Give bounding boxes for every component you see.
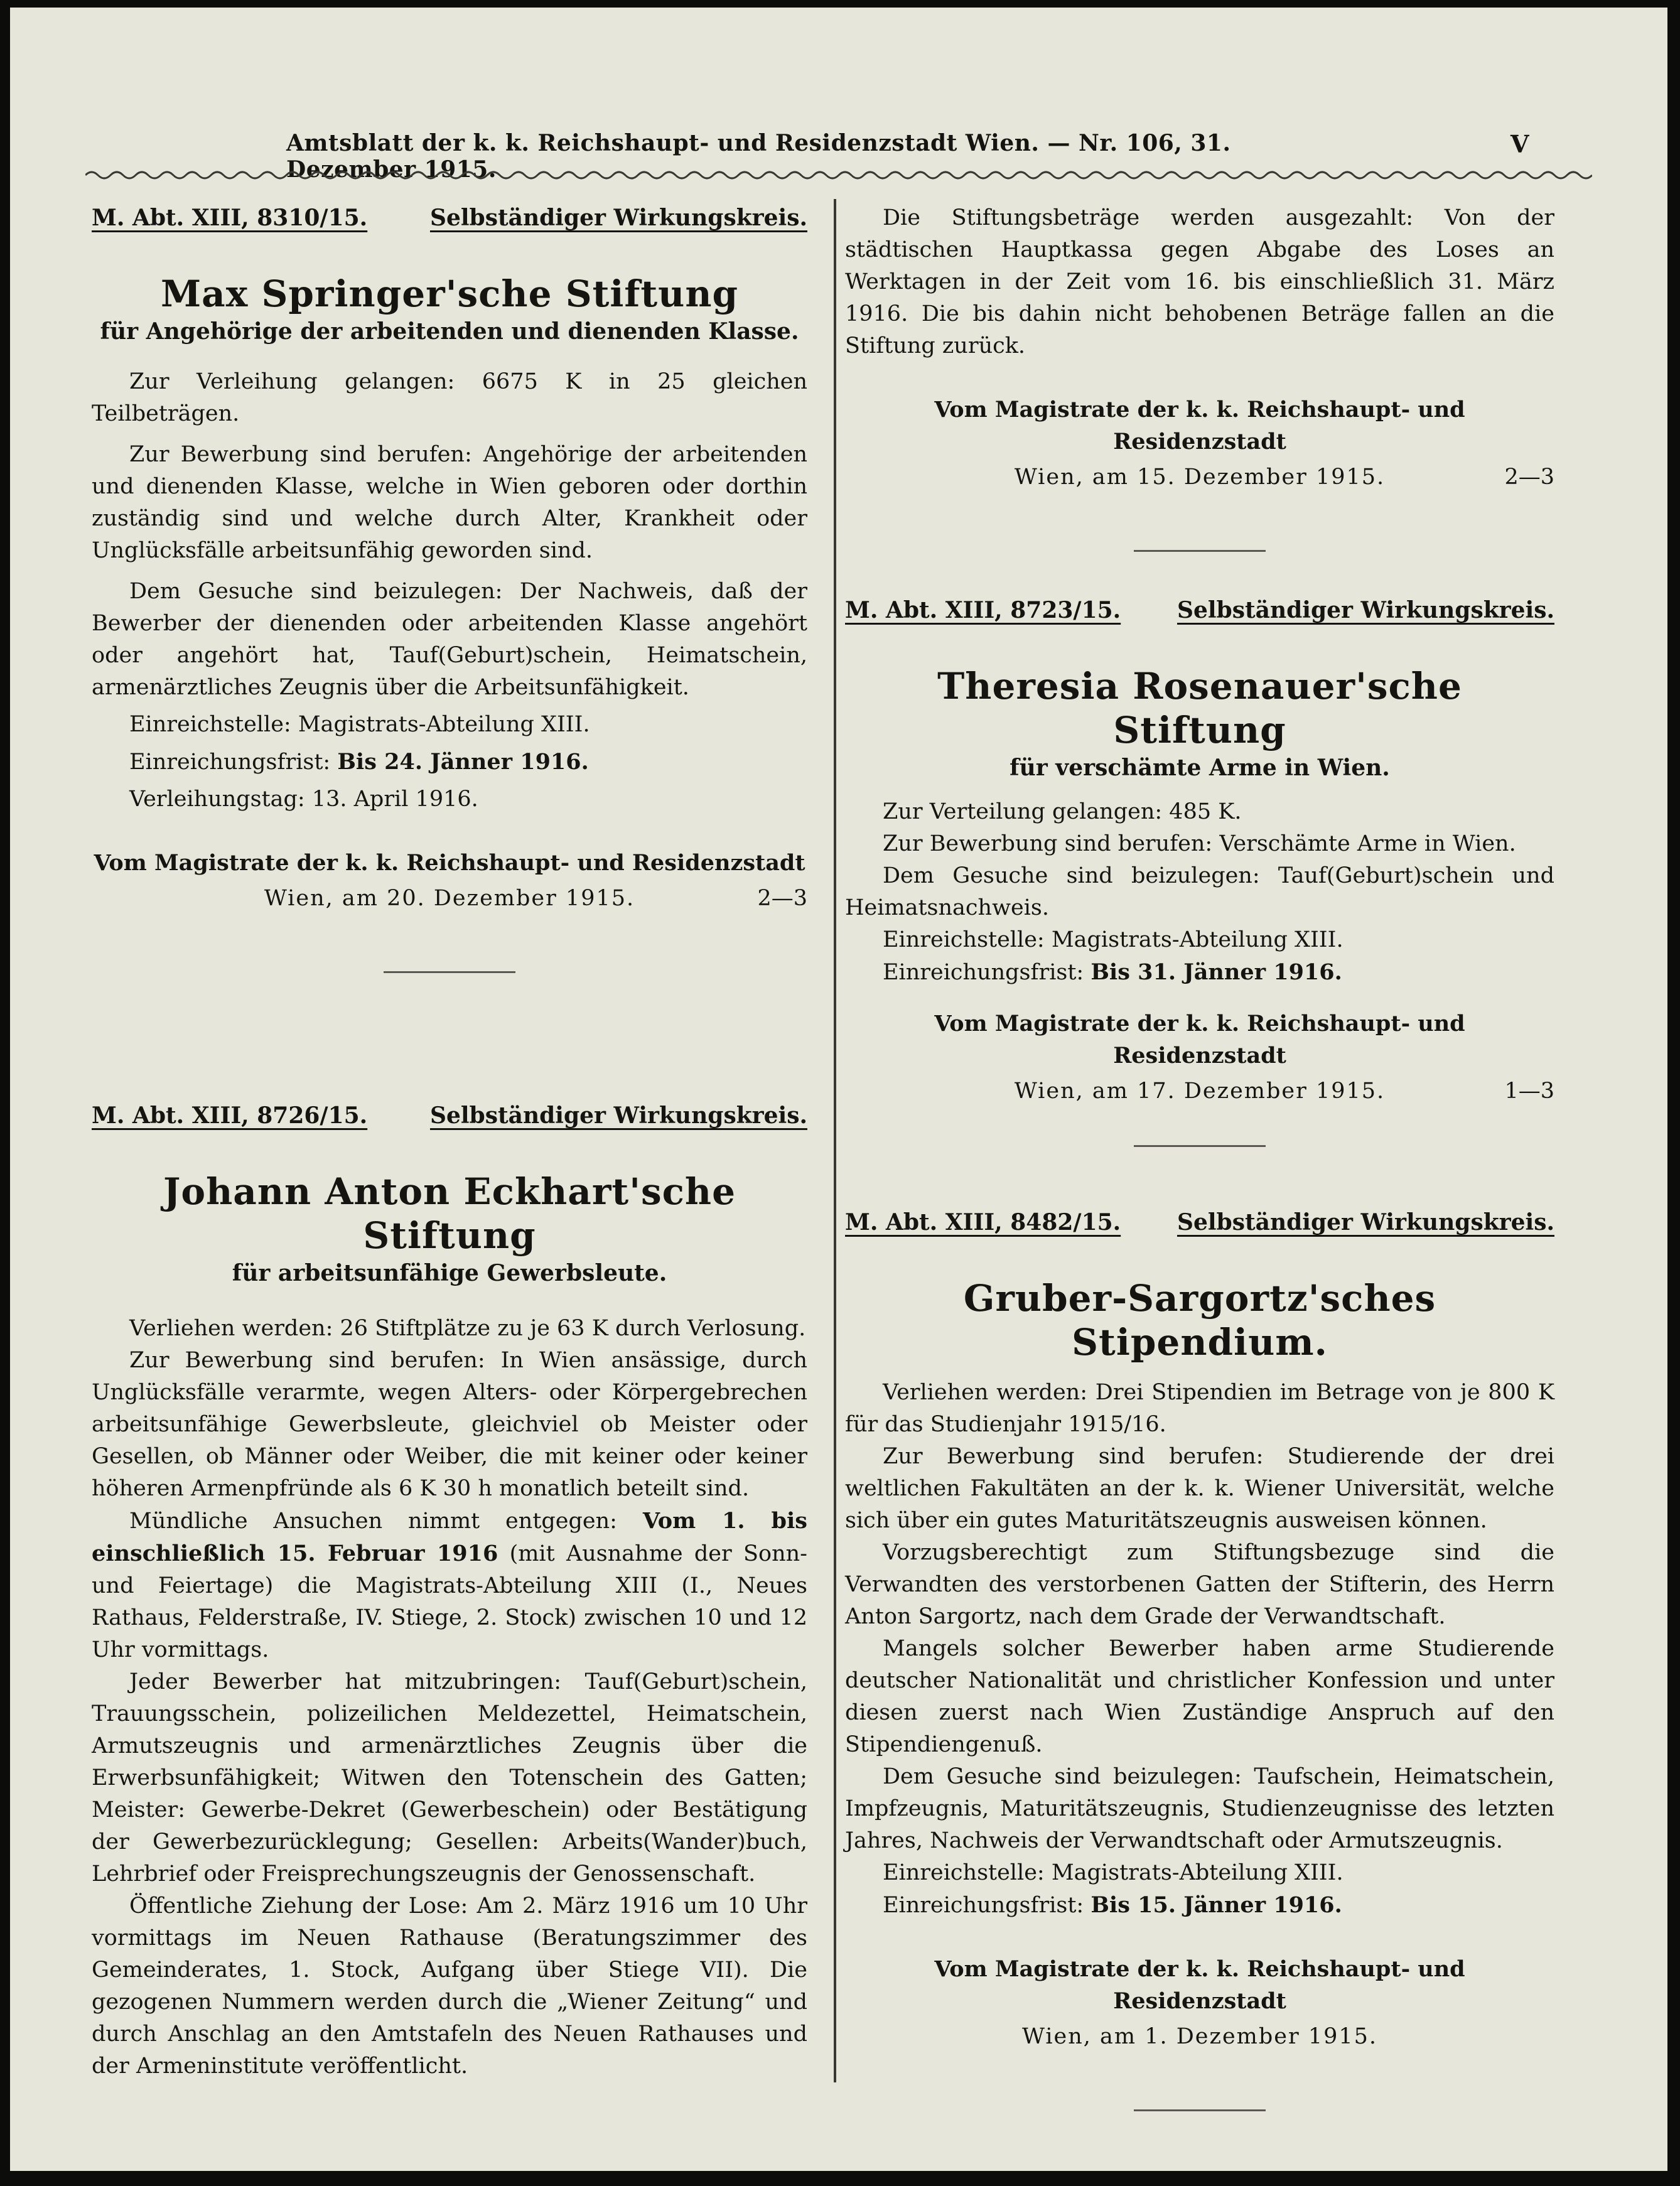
deadline-value: Bis 31. Jänner 1916. xyxy=(1090,959,1342,985)
notice-gruber-sargortz xyxy=(845,1207,1554,2111)
notice-ref: M. Abt. XIII, 8723/15. xyxy=(845,597,1121,623)
paragraph: Die Stiftungsbeträge werden ausgezahlt: Von der städtischen Hauptkassa gegen Abgabe des Loses an Werktagen in der Zeit vom 16. bis einschließlich 31. März 1916. Die bis dahin nicht behobenen Beträge fallen an die Stiftung zurück. xyxy=(845,205,1554,358)
paragraph xyxy=(92,746,807,778)
paragraph xyxy=(845,1889,1554,1922)
notice-title: Max Springer'sche Stiftung xyxy=(160,272,739,315)
paragraph: Einreichstelle: Magistrats-Abteilung XIII. xyxy=(883,927,1343,952)
notice-eckhart xyxy=(92,1100,807,2082)
paragraph: Zur Verleihung gelangen: 6675 K in 25 gleichen Teilbeträgen. xyxy=(92,369,807,426)
notice-ref: M. Abt. XIII, 8726/15. xyxy=(92,1102,368,1129)
date: Wien, am 17. Dezember 1915. xyxy=(1014,1079,1386,1104)
paragraph: Zur Bewerbung sind berufen: Studierende der drei weltlichen Fakultäten an der k. k. Wiener Universität, welche sich über ein gutes Maturitätszeugnis ausweisen können. xyxy=(845,1444,1554,1533)
wavy-rule xyxy=(85,169,1592,181)
notice-scope: Selbständiger Wirkungskreis. xyxy=(429,205,807,231)
notice-eckhart-continued xyxy=(845,202,1554,552)
deadline-label: Einreichungsfrist: xyxy=(883,960,1091,985)
deadline-value: Bis 15. Jänner 1916. xyxy=(1090,1892,1342,1918)
notice-ref-line xyxy=(845,595,1554,627)
signature: Vom Magistrate der k. k. Reichshaupt- und Residenzstadt xyxy=(934,397,1465,455)
separator xyxy=(1134,2109,1266,2111)
paragraph: Mangels solcher Bewerber haben arme Studierende deutscher Nationalität und christlicher Konfession und unter diesen zuerst nach Wien Zuständige Anspruch auf den Stipendiengenuß. xyxy=(845,1636,1554,1757)
date: Wien, am 1. Dezember 1915. xyxy=(1021,2024,1378,2049)
paragraph xyxy=(845,956,1554,989)
notice-scope: Selbständiger Wirkungskreis. xyxy=(1177,597,1554,623)
paragraph: Dem Gesuche sind beizulegen: Tauf(Geburt)schein und Heimatsnachweis. xyxy=(845,863,1554,920)
notice-rosenauer xyxy=(845,595,1554,1147)
notice-ref: M. Abt. XIII, 8310/15. xyxy=(92,205,368,231)
paragraph: Dem Gesuche sind beizulegen: Taufschein, Heimatschein, Impfzeugnis, Maturitätszeugnis, Studienzeugnisse des letzten Jahres, Nachweis der Verwandtschaft oder Armutszeugnis. xyxy=(845,1764,1554,1853)
date-line xyxy=(845,1075,1554,1107)
notice-title: Theresia Rosenauer'sche Stiftung xyxy=(937,665,1462,751)
paragraph: Dem Gesuche sind beizulegen: Der Nachweis, daß der Bewerber der dienenden oder arbeitenden Klasse angehört oder angehört hat, Tauf(Geburt)schein, Heimatschein, armenärztliches Zeugnis über die Arbeitsunfähigkeit. xyxy=(92,579,807,700)
paragraph xyxy=(92,1505,807,1666)
signature: Vom Magistrate der k. k. Reichshaupt- und Residenzstadt xyxy=(934,1956,1465,2014)
paragraph: Einreichstelle: Magistrats-Abteilung XIII. xyxy=(129,712,590,737)
notice-ref-line xyxy=(845,1207,1554,1239)
date-range: Vom 1. bis einschließlich 15. Februar 1916 xyxy=(92,1508,808,1566)
paragraph: Verliehen werden: 26 Stiftplätze zu je 63 K durch Verlosung. xyxy=(129,1316,806,1341)
paragraph: Verliehen werden: Drei Stipendien im Betrage von je 800 K für das Studienjahr 1915/16. xyxy=(845,1380,1554,1437)
paragraph: Öffentliche Ziehung der Lose: Am 2. März 1916 um 10 Uhr vormittags im Neuen Rathause (Beratungszimmer des Gemeinderates, 1. Stock, Aufgang über Stiege VII). Die gezogenen Nummern werden durch die „Wiener Zeitung“ und durch Anschlag an den Amtstafeln des Neuen Rathauses und der Armeninstitute veröffentlicht. xyxy=(92,1893,807,2079)
notice-ref-line xyxy=(92,202,807,234)
signature: Vom Magistrate der k. k. Reichshaupt- und Residenzstadt xyxy=(934,1011,1465,1069)
date-line xyxy=(92,883,807,915)
date-line xyxy=(845,461,1554,493)
paragraph: Zur Bewerbung sind berufen: Angehörige der arbeitenden und dienenden Klasse, welche in Wien geboren oder dorthin zuständig sind und welche durch Alter, Krankheit oder Unglücksfälle arbeitsunfähig geworden sind. xyxy=(92,442,807,563)
notice-number: 2—3 xyxy=(1504,465,1554,490)
separator xyxy=(1134,550,1266,552)
text-run: (mit Ausnahme der Sonn- und Feiertage) die Magistrats-Abteilung XIII (I., Neues Rathaus, Felderstraße, IV. Stiege, 2. Stock) zwischen 10 und 12 Uhr vormittags. xyxy=(92,1541,807,1662)
text-run: Mündliche Ansuchen nimmt entgegen: xyxy=(129,1509,643,1534)
notice-title: Gruber-Sargortz'sches Stipendium. xyxy=(963,1277,1436,1364)
running-header: Amtsblatt der k. k. Reichshaupt- und Residenzstadt Wien. — Nr. 106, 31. Dezember 1915. xyxy=(286,130,1231,183)
page-number: V xyxy=(1510,130,1529,158)
column-divider xyxy=(834,199,836,2082)
notice-title: Johann Anton Eckhart'sche Stiftung xyxy=(163,1170,736,1257)
paragraph: Zur Bewerbung sind berufen: Verschämte Arme in Wien. xyxy=(883,831,1516,856)
notice-max-springer xyxy=(92,202,807,973)
notice-subtitle: für verschämte Arme in Wien. xyxy=(1010,755,1390,781)
paragraph: Jeder Bewerber hat mitzubringen: Tauf(Geburt)schein, Trauungsschein, polizeilichen Meldezettel, Heimatschein, Armutszeugnis und armenärztliches Zeugnis über die Erwerbsunfähigkeit; Witwen den Totenschein des Gatten; Meister: Gewerbe-Dekret (Gewerbeschein) oder Bestätigung der Gewerbezurücklegung; Gesellen: Arbeits(Wander)buch, Lehrbrief oder Freisprechungszeugnis der Genossenschaft. xyxy=(92,1669,807,1887)
notice-number: 1—3 xyxy=(1504,1079,1554,1104)
deadline-label: Einreichungsfrist: xyxy=(883,1893,1091,1918)
paragraph: Zur Bewerbung sind berufen: In Wien ansässige, durch Unglücksfälle verarmte, wegen Alters- oder Körpergebrechen arbeitsunfähige Gewerbsleute, gleichviel ob Meister oder Gesellen, ob Männer oder Weiber, die mit keiner oder keiner höheren Armenpfründe als 6 K 30 h monatlich beteilt sind. xyxy=(92,1348,807,1501)
deadline-label: Einreichungsfrist: xyxy=(129,750,338,775)
notice-number: 2—3 xyxy=(757,886,807,911)
date: Wien, am 20. Dezember 1915. xyxy=(264,886,635,911)
separator xyxy=(384,971,515,973)
paragraph: Einreichstelle: Magistrats-Abteilung XIII. xyxy=(883,1860,1343,1885)
paragraph: Verleihungstag: 13. April 1916. xyxy=(129,787,478,812)
date-line xyxy=(845,2021,1554,2053)
notice-scope: Selbständiger Wirkungskreis. xyxy=(429,1102,807,1129)
separator xyxy=(1134,1145,1266,1147)
paragraph: Vorzugsberechtigt zum Stiftungsbezuge sind die Verwandten des verstorbenen Gatten der Stifterin, des Herrn Anton Sargortz, nach dem Grade der Verwandtschaft. xyxy=(845,1540,1554,1629)
paragraph: Zur Verteilung gelangen: 485 K. xyxy=(883,799,1242,824)
notice-subtitle: für arbeitsunfähige Gewerbsleute. xyxy=(232,1260,667,1286)
notice-subtitle: für Angehörige der arbeitenden und dienenden Klasse. xyxy=(100,318,799,345)
signature: Vom Magistrate der k. k. Reichshaupt- und Residenzstadt xyxy=(94,850,805,876)
notice-scope: Selbständiger Wirkungskreis. xyxy=(1177,1209,1554,1236)
notice-ref-line xyxy=(92,1100,807,1132)
newspaper-page xyxy=(10,8,1667,2171)
date: Wien, am 15. Dezember 1915. xyxy=(1014,465,1386,490)
deadline-value: Bis 24. Jänner 1916. xyxy=(337,749,589,775)
notice-ref: M. Abt. XIII, 8482/15. xyxy=(845,1209,1121,1236)
